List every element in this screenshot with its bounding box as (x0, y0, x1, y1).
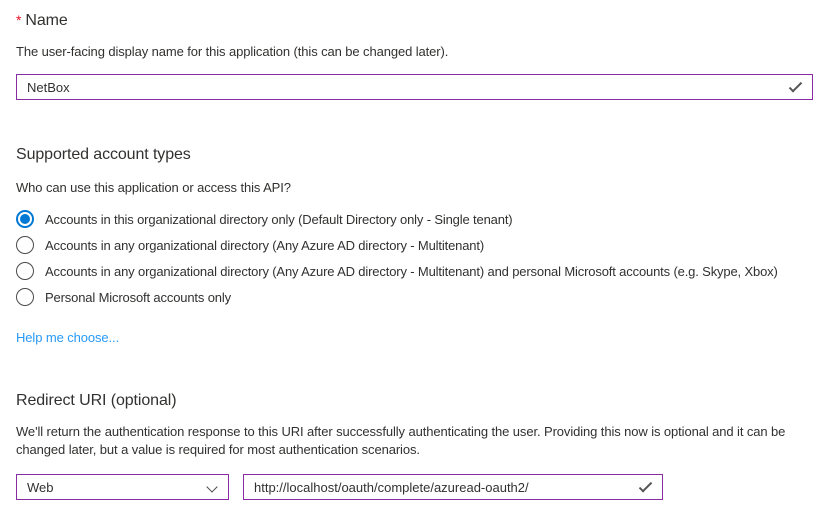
platform-select-value: Web (27, 479, 54, 495)
radio-label: Accounts in any organizational directory (Any Azure AD directory - Multitenant) and personal Microsoft accounts (e.g. Skype, Xbox) (45, 263, 778, 279)
account-types-question: Who can use this application or access this API? (16, 180, 291, 195)
redirect-uri-description: We'll return the authentication response to this URI after successfully authenticating the user. Providing this now is optional and it can be changed later, but a value is required for most authentication scenarios. (16, 424, 786, 457)
account-types-heading: Supported account types (16, 146, 191, 163)
radio-selected-icon[interactable] (16, 210, 34, 228)
radio-multitenant[interactable] (16, 232, 813, 258)
account-types-radio-group (16, 206, 813, 310)
redirect-uri-input[interactable] (243, 474, 663, 500)
platform-select[interactable] (16, 474, 229, 500)
name-label: Name (25, 12, 68, 29)
radio-multitenant-personal[interactable] (16, 258, 813, 284)
radio-unselected-icon[interactable] (16, 288, 34, 306)
chevron-down-icon (206, 481, 217, 492)
radio-label: Personal Microsoft accounts only (45, 289, 231, 305)
name-description: The user-facing display name for this application (this can be changed later). (16, 44, 449, 59)
radio-label: Accounts in this organizational directory only (Default Directory only - Single tenant) (45, 211, 513, 227)
redirect-uri-controls (16, 474, 813, 500)
radio-personal-only[interactable] (16, 284, 813, 310)
uri-input-wrap (243, 474, 663, 500)
radio-label: Accounts in any organizational directory (Any Azure AD directory - Multitenant) (45, 237, 485, 253)
required-asterisk: * (16, 12, 22, 28)
name-section-heading (16, 10, 813, 31)
radio-single-tenant[interactable] (16, 206, 813, 232)
name-input[interactable] (16, 74, 813, 100)
radio-unselected-icon[interactable] (16, 236, 34, 254)
help-me-choose-link[interactable]: Help me choose... (16, 330, 120, 345)
name-input-wrap (16, 74, 813, 100)
redirect-uri-heading: Redirect URI (optional) (16, 392, 177, 409)
radio-unselected-icon[interactable] (16, 262, 34, 280)
